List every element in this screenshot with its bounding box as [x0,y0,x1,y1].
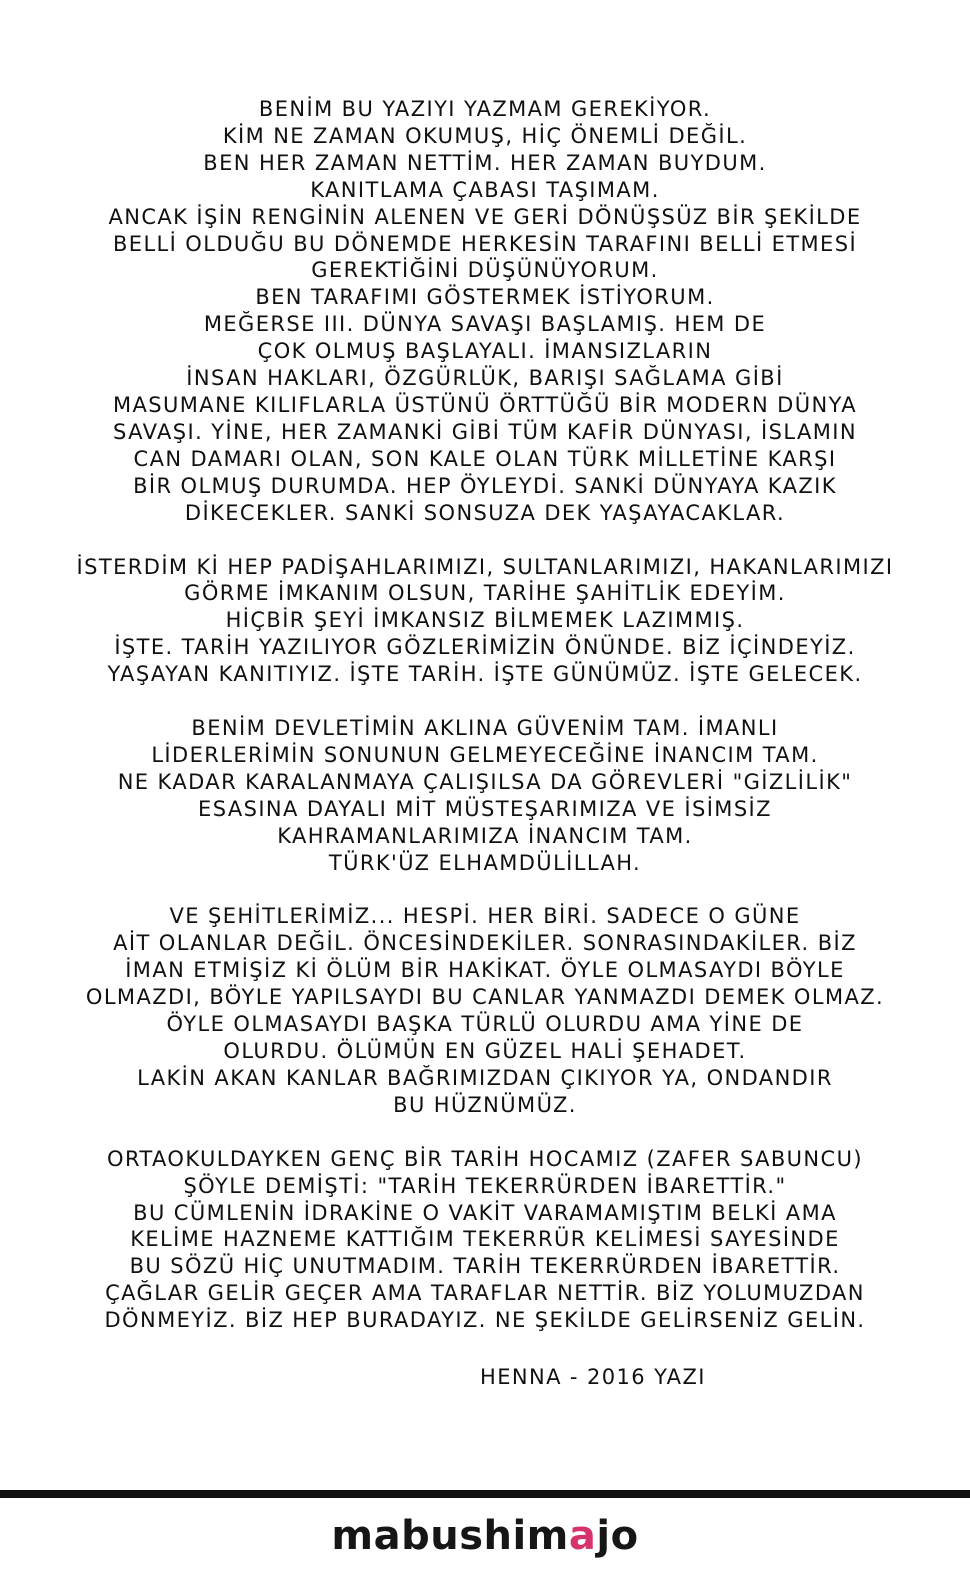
text-line: BU SÖZÜ HİÇ UNUTMADIM. TARİH TEKERRÜRDEN İBARETTİR. [129,1254,841,1279]
text-line: OLURDU. ÖLÜMÜN EN GÜZEL HALİ ŞEHADET. [223,1039,747,1063]
text-line: VE ŞEHİTLERİMİZ... HESPİ. HER BİRİ. SADECE O GÜNE [169,904,801,929]
paragraph-1 [40,96,930,527]
text-line: İMAN ETMİŞİZ Kİ ÖLÜM BİR HAKİKAT. ÖYLE OLMASAYDI BÖYLE [125,958,845,983]
text-line: TÜRK'ÜZ ELHAMDÜLİLLAH. [328,850,642,875]
brand-text-accent: a [568,1513,597,1559]
brand-text-start: mabushim [331,1513,569,1559]
text-line: MASUMANE KILIFLARLA ÜSTÜNÜ ÖRTTÜĞÜ BİR MODERN DÜNYA [113,392,857,417]
text-line: SAVAŞI. YİNE, HER ZAMANKİ GİBİ TÜM KAFİR DÜNYASI, İSLAMIN [113,419,857,444]
text-line: BEN HER ZAMAN NETTİM. HER ZAMAN BUYDUM. [203,150,767,175]
paragraph-3 [40,715,930,876]
text-line: ANCAK İŞİN RENGİNİN ALENEN VE GERİ DÖNÜŞSÜZ BİR ŞEKİLDE [108,204,862,229]
paragraph-4 [40,903,930,1118]
text-line: ORTAOKULDAYKEN GENÇ BİR TARİH HOCAMIZ (ZAFER SABUNCU) [107,1146,863,1171]
text-line: AİT OLANLAR DEĞİL. ÖNCESİNDEKİLER. SONRASINDAKİLER. BİZ [113,931,857,956]
text-line: GEREKTİĞİNİ DÜŞÜNÜYORUM. [311,258,659,283]
brand-text-end: jo [596,1513,639,1559]
text-line: İŞTE. TARİH YAZILIYOR GÖZLERİMİZİN ÖNÜNDE. BİZ İÇİNDEYİZ. [114,635,856,660]
text-line: YAŞAYAN KANITIYIZ. İŞTE TARİH. İŞTE GÜNÜMÜZ. İŞTE GELECEK. [107,662,863,687]
text-line: KİM NE ZAMAN OKUMUŞ, HİÇ ÖNEMLİ DEĞİL. [222,123,748,148]
text-line: KANITLAMA ÇABASI TAŞIMAM. [310,177,660,202]
text-line: OLMAZDI, BÖYLE YAPILSAYDI BU CANLAR YANMAZDI DEMEK OLMAZ. [85,985,885,1010]
text-line: BENİM DEVLETİMİN AKLINA GÜVENİM TAM. İMANLI [191,716,779,741]
text-line: NE KADAR KARALANMAYA ÇALIŞILSA DA GÖREVLERİ "GİZLİLİK" [117,769,853,794]
text-line: İSTERDİM Kİ HEP PADİŞAHLARIMIZI, SULTANLARIMIZI, HAKANLARIMIZI [76,554,894,579]
text-line: CAN DAMARI OLAN, SON KALE OLAN TÜRK MİLLETİNE KARŞI [133,446,837,471]
footer-divider [0,1490,970,1498]
text-line: HİÇBİR ŞEYİ İMKANSIZ BİLMEMEK LAZIMMIŞ. [225,608,745,633]
text-line: BİR OLMUŞ DURUMDA. HEP ÖYLEYDİ. SANKİ DÜNYAYA KAZIK [133,473,837,498]
text-line: BEN TARAFIMI GÖSTERMEK İSTİYORUM. [255,285,715,310]
text-line: DÖNMEYİZ. BİZ HEP BURADAYIZ. NE ŞEKİLDE GELİRSENİZ GELİN. [104,1308,866,1333]
text-line: BENİM BU YAZIYI YAZMAM GEREKİYOR. [258,97,712,121]
text-line: MEĞERSE III. DÜNYA SAVAŞI BAŞLAMIŞ. HEM DE [203,312,767,337]
text-line: ESASINA DAYALI MİT MÜSTEŞARIMIZA VE İSİMSİZ [198,796,772,821]
text-line: BU HÜZNÜMÜZ. [393,1092,577,1117]
paragraph-2 [40,554,930,689]
text-line: LAKİN AKAN KANLAR BAĞRIMIZDAN ÇIKIYOR YA, ONDANDIR [137,1065,833,1090]
text-line: GÖRME İMKANIM OLSUN, TARİHE ŞAHİTLİK EDEYİM. [184,581,786,606]
text-line: ŞÖYLE DEMİŞTİ: "TARİH TEKERRÜRDEN İBARETTİR." [183,1173,787,1198]
text-line: BELLİ OLDUĞU BU DÖNEMDE HERKESİN TARAFINI BELLİ ETMESİ [112,231,858,256]
text-line: ÖYLE OLMASAYDI BAŞKA TÜRLÜ OLURDU AMA YİNE DE [166,1012,804,1037]
paragraph-5 [40,1146,930,1334]
text-line: DİKECEKLER. SANKİ SONSUZA DEK YAŞAYACAKLAR. [184,500,786,525]
text-line: ÇOK OLMUŞ BAŞLAYALI. İMANSIZLARIN [257,339,713,364]
brand-logo [0,1512,970,1560]
text-line: KELİME HAZNEME KATTIĞIM TEKERRÜR KELİMESİ SAYESİNDE [130,1227,840,1252]
text-line: BU CÜMLENİN İDRAKİNE O VAKİT VARAMAMIŞTIM BELKİ AMA [133,1200,837,1225]
signature: HENNA - 2016 YAZI [480,1365,706,1389]
text-line: KAHRAMANLARIMIZA İNANCIM TAM. [277,823,693,848]
text-line: LİDERLERİMİN SONUNUN GELMEYECEĞİNE İNANCIM TAM. [151,742,819,767]
text-line: ÇAĞLAR GELİR GEÇER AMA TARAFLAR NETTİR. BİZ YOLUMUZDAN [105,1281,865,1306]
letter-body [40,96,930,1361]
text-line: İNSAN HAKLARI, ÖZGÜRLÜK, BARIŞI SAĞLAMA GİBİ [186,366,784,391]
